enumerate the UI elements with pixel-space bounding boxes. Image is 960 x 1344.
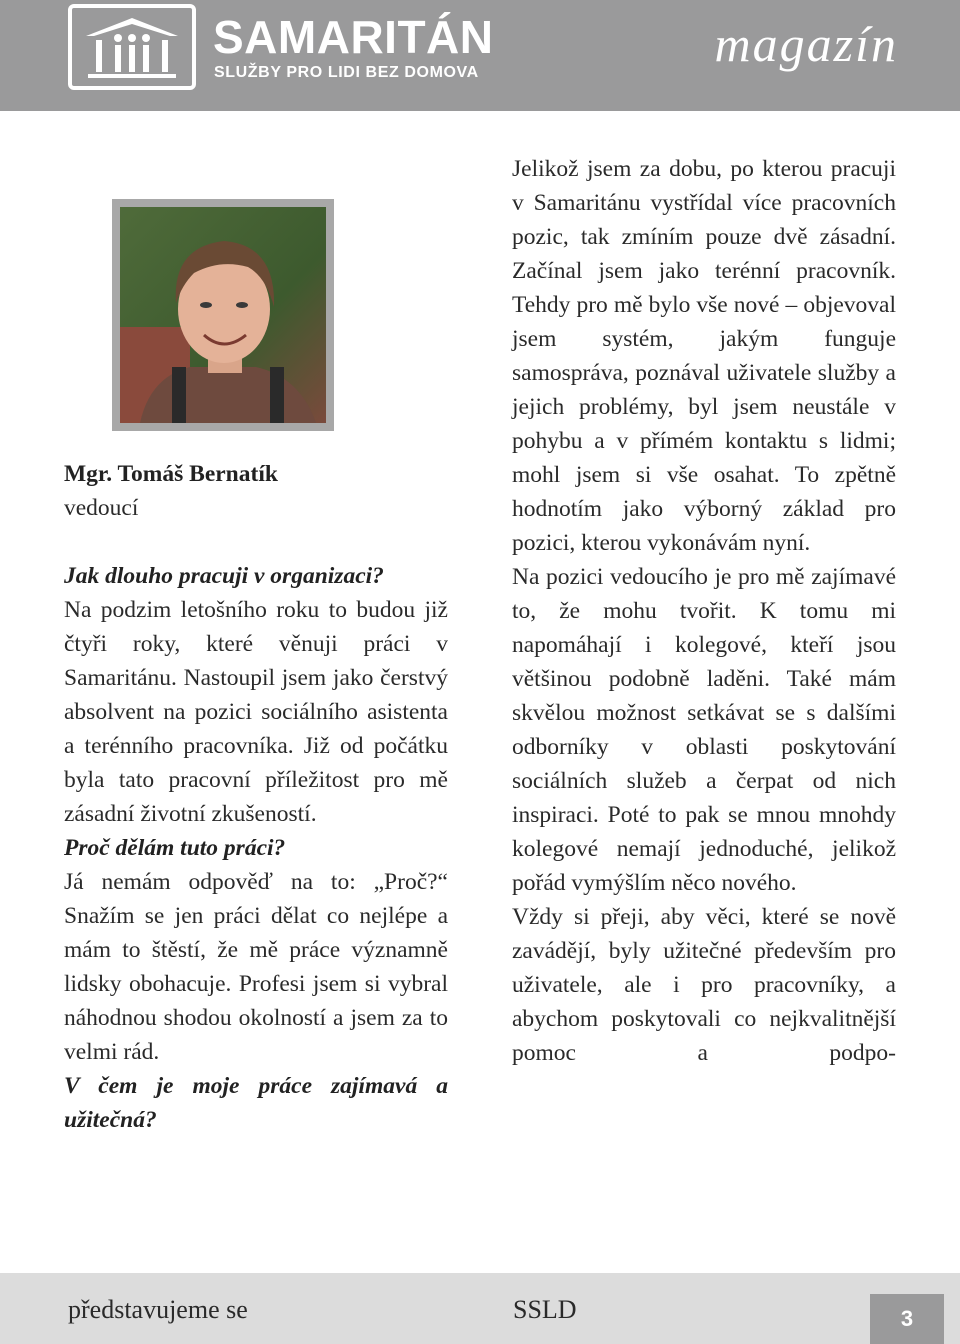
portrait-photo (112, 199, 334, 431)
section-label: představujeme se (68, 1295, 248, 1324)
article-left-column (64, 457, 448, 1137)
person-role: vedoucí (64, 495, 139, 521)
answer-2: Já nemám odpověď na to: „Proč?“ Snažím se jen práci dělat co nejlépe a mám to štěstí, že mě práce významně lidsky obohacuje. Profesi jsem si vybral náhodnou shodou okolností a jsem za to velmi rád. (64, 869, 448, 1065)
page-footer (0, 1273, 960, 1344)
spacer (64, 525, 448, 559)
answer-3-paragraph-3: Vždy si přeji, aby věci, které se nově zavádějí, byly užitečné především pro uživatele, ale i pro pracovníky, a abychom poskytovali co nejkvalitnější pomoc a podpo- (512, 904, 896, 1066)
page-header (0, 0, 960, 111)
page-number: 3 (870, 1294, 944, 1344)
section-code: SSLD (513, 1295, 577, 1324)
portrait-image (120, 207, 326, 423)
brand-tagline: SLUŽBY PRO LIDI BEZ DOMOVA (214, 64, 479, 81)
person-name: Mgr. Tomáš Bernatík (64, 461, 278, 487)
question-2: Proč dělám tuto práci? (64, 835, 286, 861)
question-1: Jak dlouho pracuji v organizaci? (64, 563, 384, 589)
samaritan-logo (68, 4, 196, 90)
brand-name: SAMARITÁN (213, 11, 494, 63)
answer-1: Na podzim letošního roku to budou již čtyři roky, které věnuji práci v Samaritánu. Nastoupil jsem jako čerstvý absolvent na pozici sociálního asistenta a terénního pracovníka. Již od počátku byla tato pracovní příležitost pro mě zásadní životní zkušeností. (64, 597, 448, 827)
question-3: V čem je moje práce zajímavá a užitečná? (64, 1073, 448, 1133)
answer-3-paragraph-1: Jelikož jsem za dobu, po kterou pracuji v Samaritánu vystřídal více pracovních pozic, tak zmíním pouze dvě zásadní. Začínal jsem jako terénní pracovník. Tehdy pro mě bylo vše nové – objevoval jsem systém, jakým funguje samospráva, poznával uživatele služby a jejich problémy, byl jsem neustále v pohybu a v přímém kontaktu s lidmi; mohl jsem si vše osahat. To zpětně hodnotím jako výborný základ pro pozici, kterou vykonávám nyní. (512, 156, 896, 556)
building-people-icon (82, 14, 182, 80)
article-right-column (512, 152, 896, 1070)
magazine-title: magazín (714, 16, 898, 72)
answer-3-paragraph-2: Na pozici vedoucího je pro mě zajímavé to, že mohu tvořit. K tomu mi napomáhají i kolegové, kteří jsou většinou podobně laděni. Také mám skvělou možnost setkávat se s dalšími odborníky v oblasti poskytování sociálních služeb a čerpat od nich inspiraci. Poté to pak se mnou mnohdy kolegové nemají jednoduché, jelikož pořád vymýšlím něco nového. (512, 564, 896, 896)
